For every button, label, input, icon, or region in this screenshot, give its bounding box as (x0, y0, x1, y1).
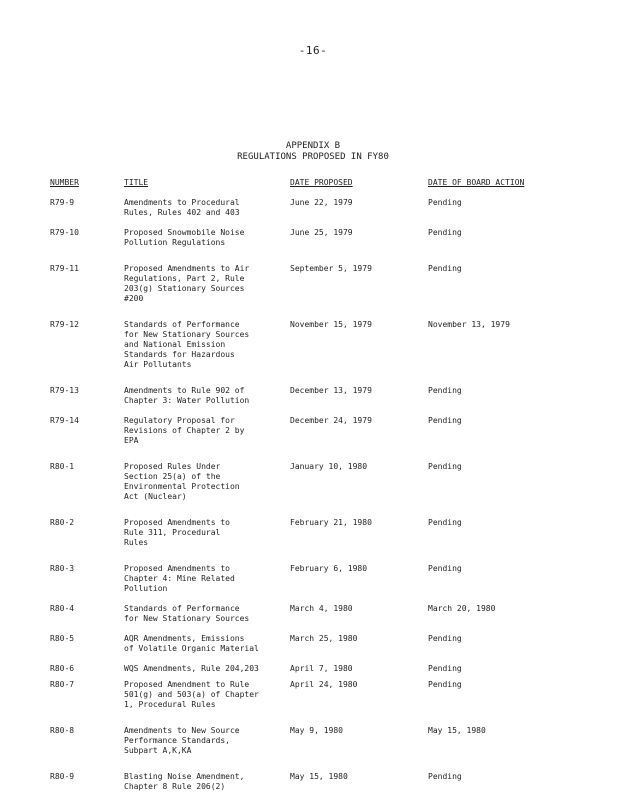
cell-board-action: Pending (428, 198, 462, 207)
cell-date-proposed: November 15, 1979 (290, 320, 372, 329)
cell-board-action: Pending (428, 386, 462, 395)
cell-number: R79-13 (50, 386, 79, 395)
cell-number: R79-11 (50, 264, 79, 273)
appendix-heading (0, 141, 626, 163)
table-row (50, 772, 550, 792)
cell-number: R79-10 (50, 228, 79, 237)
table-row (50, 604, 550, 634)
table-row (50, 264, 550, 320)
cell-date-proposed: March 25, 1980 (290, 634, 358, 643)
page-number: -16- (298, 44, 328, 57)
cell-title: Standards of Performance for New Stationary Sources (124, 604, 250, 623)
cell-title: Amendments to Rule 902 of Chapter 3: Water Pollution (124, 386, 250, 405)
table-row (50, 664, 550, 680)
header-title: TITLE (124, 178, 149, 187)
cell-title: AQR Amendments, Emissions of Volatile Organic Material (124, 634, 259, 653)
cell-title: Standards of Performance for New Stationary Sources and National Emission Standards for Hazardous Air Pollutants (124, 320, 250, 369)
cell-date-proposed: December 24, 1979 (290, 416, 372, 425)
table-row (50, 462, 550, 518)
cell-date-proposed: May 9, 1980 (290, 726, 343, 735)
cell-title: WQS Amendments, Rule 204,203 (124, 664, 259, 673)
cell-title: Blasting Noise Amendment, Chapter 8 Rule 206(2) (124, 772, 245, 791)
cell-title: Proposed Snowmobile Noise Pollution Regulations (124, 228, 245, 247)
cell-date-proposed: April 7, 1980 (290, 664, 353, 673)
cell-date-proposed: June 25, 1979 (290, 228, 353, 237)
table-row (50, 680, 550, 726)
table-row (50, 198, 550, 228)
cell-number: R80-3 (50, 564, 75, 573)
cell-date-proposed: December 13, 1979 (290, 386, 372, 395)
table-row (50, 634, 550, 664)
header-date-proposed: DATE PROPOSED (290, 178, 353, 187)
cell-date-proposed: June 22, 1979 (290, 198, 353, 207)
cell-title: Proposed Amendments to Rule 311, Procedural Rules (124, 518, 230, 547)
cell-number: R79-9 (50, 198, 75, 207)
cell-board-action: Pending (428, 264, 462, 273)
cell-board-action: March 20, 1980 (428, 604, 496, 613)
table-body (50, 198, 550, 792)
cell-number: R80-6 (50, 664, 75, 673)
cell-number: R80-4 (50, 604, 75, 613)
cell-number: R80-7 (50, 680, 75, 689)
cell-title: Proposed Amendments to Chapter 4: Mine Related Pollution (124, 564, 235, 593)
table-header-row (50, 178, 550, 198)
table-row (50, 320, 550, 386)
cell-board-action: Pending (428, 416, 462, 425)
cell-date-proposed: March 4, 1980 (290, 604, 353, 613)
appendix-subtitle: REGULATIONS PROPOSED IN FY80 (237, 152, 389, 162)
cell-title: Amendments to Procedural Rules, Rules 402 and 403 (124, 198, 240, 217)
table-row (50, 416, 550, 462)
cell-board-action: Pending (428, 680, 462, 689)
cell-date-proposed: May 15, 1980 (290, 772, 348, 781)
cell-title: Regulatory Proposal for Revisions of Chapter 2 by EPA (124, 416, 245, 445)
header-number: NUMBER (50, 178, 79, 187)
cell-board-action: May 15, 1980 (428, 726, 486, 735)
cell-number: R80-2 (50, 518, 75, 527)
cell-title: Proposed Amendments to Air Regulations, Part 2, Rule 203(g) Stationary Sources #200 (124, 264, 250, 303)
cell-date-proposed: April 24, 1980 (290, 680, 358, 689)
cell-date-proposed: September 5, 1979 (290, 264, 372, 273)
cell-board-action: Pending (428, 518, 462, 527)
cell-board-action: Pending (428, 228, 462, 237)
table-row (50, 726, 550, 772)
cell-board-action: November 13, 1979 (428, 320, 510, 329)
cell-number: R80-1 (50, 462, 75, 471)
regulations-table (50, 178, 550, 792)
cell-number: R80-5 (50, 634, 75, 643)
cell-date-proposed: February 6, 1980 (290, 564, 368, 573)
cell-title: Proposed Rules Under Section 25(a) of the Environmental Protection Act (Nuclear) (124, 462, 240, 501)
cell-date-proposed: February 21, 1980 (290, 518, 372, 527)
table-row (50, 228, 550, 264)
cell-board-action: Pending (428, 664, 462, 673)
cell-title: Proposed Amendment to Rule 501(g) and 503(a) of Chapter 1, Procedural Rules (124, 680, 259, 709)
cell-number: R80-9 (50, 772, 75, 781)
cell-title: Amendments to New Source Performance Standards, Subpart A,K,KA (124, 726, 240, 755)
cell-board-action: Pending (428, 462, 462, 471)
appendix-label: APPENDIX B (285, 141, 341, 151)
cell-number: R79-14 (50, 416, 79, 425)
table-row (50, 518, 550, 564)
cell-date-proposed: January 10, 1980 (290, 462, 368, 471)
header-board-action: DATE OF BOARD ACTION (428, 178, 525, 187)
cell-board-action: Pending (428, 634, 462, 643)
cell-board-action: Pending (428, 564, 462, 573)
cell-board-action: Pending (428, 772, 462, 781)
table-row (50, 386, 550, 416)
cell-number: R80-8 (50, 726, 75, 735)
table-row (50, 564, 550, 604)
cell-number: R79-12 (50, 320, 79, 329)
